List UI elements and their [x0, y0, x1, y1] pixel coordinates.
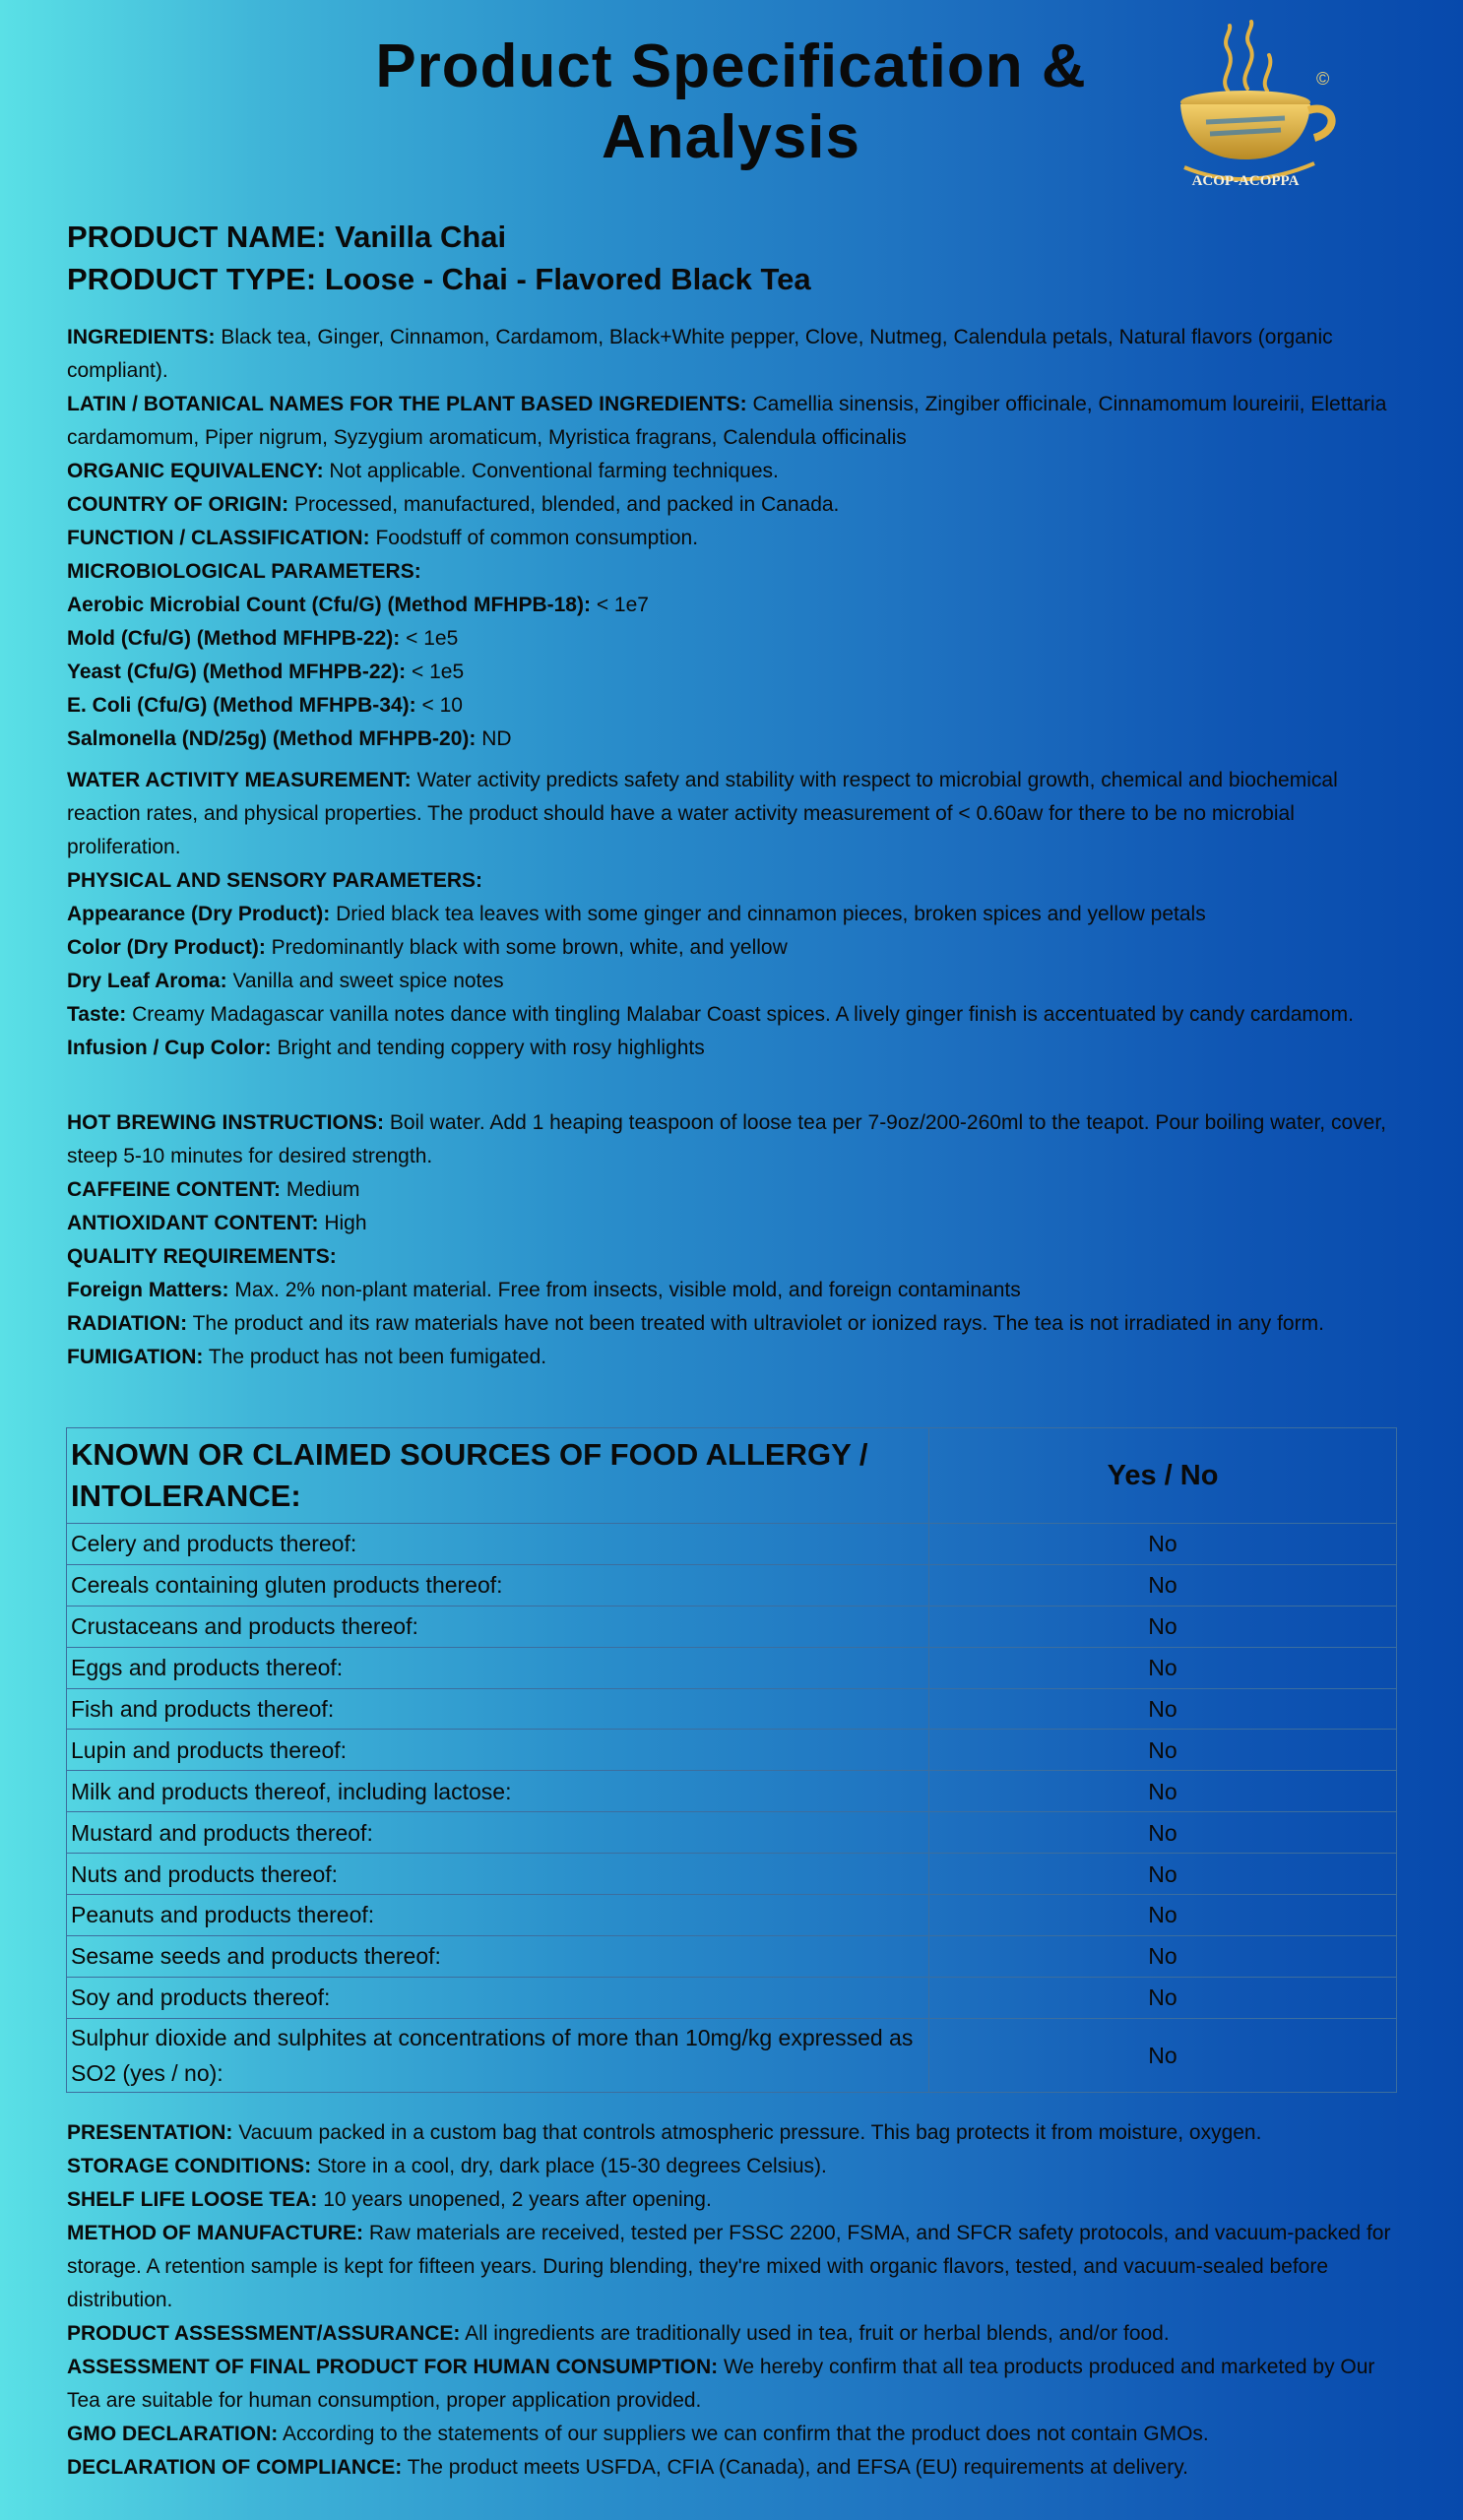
answer-cell: No — [929, 1564, 1397, 1606]
allergen-cell: Nuts and products thereof: — [67, 1854, 929, 1895]
allergy-header-sources: KNOWN OR CLAIMED SOURCES OF FOOD ALLERGY / INTOLERANCE: — [67, 1428, 929, 1524]
spec-radiation — [67, 1307, 1396, 1341]
allergy-table-header — [67, 1428, 1397, 1524]
spec-value: < 1e5 — [406, 627, 459, 650]
table-row — [67, 1935, 1397, 1977]
table-row — [67, 1524, 1397, 1565]
answer-cell: No — [929, 1935, 1397, 1977]
product-name-value: Vanilla Chai — [335, 220, 507, 254]
spec-label: Color (Dry Product): — [67, 936, 266, 959]
allergy-header-yes-no: Yes / No — [929, 1428, 1397, 1524]
spec-value: Bright and tending coppery with rosy highlights — [277, 1037, 705, 1059]
spec-label: FUMIGATION: — [67, 1346, 204, 1368]
answer-cell: No — [929, 1854, 1397, 1895]
spec-label: HOT BREWING INSTRUCTIONS: — [67, 1111, 384, 1134]
spec-value: Camellia sinensis, Zingiber officinale, Cinnamomum loureirii, Elettaria cardamomum, Piper nigrum, Syzygium aromaticum, Myristica fragrans, Calendula officinalis — [67, 393, 1387, 449]
spec-storage — [67, 2150, 1396, 2183]
spec-mold — [67, 622, 1396, 656]
table-row — [67, 2018, 1397, 2092]
table-row — [67, 1647, 1397, 1688]
spec-value: The product meets USFDA, CFIA (Canada), and EFSA (EU) requirements at delivery. — [407, 2456, 1188, 2479]
spec-water-activity — [67, 764, 1396, 864]
spec-label: QUALITY REQUIREMENTS: — [67, 1245, 337, 1268]
spec-value: Creamy Madagascar vanilla notes dance with tingling Malabar Coast spices. A lively ginger finish is accentuated by candy cardamom. — [132, 1003, 1354, 1026]
product-name-line — [67, 217, 506, 258]
table-row — [67, 1854, 1397, 1895]
spec-value: High — [324, 1212, 367, 1234]
table-row — [67, 1895, 1397, 1936]
product-type-line — [67, 259, 811, 300]
spec-label: ANTIOXIDANT CONTENT: — [67, 1212, 319, 1234]
answer-cell: No — [929, 1977, 1397, 2018]
spec-label: PRODUCT ASSESSMENT/ASSURANCE: — [67, 2322, 461, 2345]
spec-label: Yeast (Cfu/G) (Method MFHPB-22): — [67, 661, 407, 683]
spec-label: DECLARATION OF COMPLIANCE: — [67, 2456, 403, 2479]
allergen-cell: Eggs and products thereof: — [67, 1647, 929, 1688]
spec-label: Appearance (Dry Product): — [67, 903, 331, 925]
spec-quality-heading — [67, 1240, 1396, 1274]
title-line-1: Product Specification & — [375, 32, 1087, 100]
spec-value: The product has not been fumigated. — [208, 1346, 547, 1368]
spec-value: Processed, manufactured, blended, and packed in Canada. — [294, 493, 840, 516]
spec-e-coli — [67, 689, 1396, 723]
spec-value: Max. 2% non-plant material. Free from insects, visible mold, and foreign contaminants — [234, 1279, 1021, 1301]
spec-dry-leaf-aroma — [67, 965, 1396, 998]
allergen-cell: Soy and products thereof: — [67, 1977, 929, 2018]
spec-label: Salmonella (ND/25g) (Method MFHPB-20): — [67, 727, 477, 750]
spec-value: < 10 — [421, 694, 463, 717]
page-title — [295, 32, 1167, 173]
spec-label: Taste: — [67, 1003, 127, 1026]
spec-value: Boil water. Add 1 heaping teaspoon of loose tea per 7-9oz/200-260ml to the teapot. Pour boiling water, cover, steep 5-10 minutes for desired strength. — [67, 1111, 1387, 1167]
spec-label: ASSESSMENT OF FINAL PRODUCT FOR HUMAN CONSUMPTION: — [67, 2356, 719, 2378]
spec-value: We hereby confirm that all tea products produced and marketed by Our Tea are suitable for human consumption, proper application provided. — [67, 2356, 1375, 2412]
spec-value: Vacuum packed in a custom bag that controls atmospheric pressure. This bag protects it from moisture, oxygen. — [238, 2121, 1262, 2144]
spec-value: Predominantly black with some brown, white, and yellow — [271, 936, 788, 959]
spec-label: E. Coli (Cfu/G) (Method MFHPB-34): — [67, 694, 416, 717]
brand-logo-teacup-icon — [1167, 20, 1344, 197]
allergy-table — [66, 1427, 1397, 2093]
spec-value: According to the statements of our suppliers we can confirm that the product does not contain GMOs. — [282, 2423, 1209, 2445]
allergen-cell: Sesame seeds and products thereof: — [67, 1935, 929, 1977]
product-type-value: Loose - Chai - Flavored Black Tea — [324, 262, 811, 296]
spec-label: GMO DECLARATION: — [67, 2423, 279, 2445]
spec-value: ND — [481, 727, 512, 750]
spec-function-classification — [67, 522, 1396, 555]
spec-physical-sensory-heading — [67, 864, 1396, 898]
spec-yeast — [67, 656, 1396, 689]
answer-cell: No — [929, 1647, 1397, 1688]
answer-cell: No — [929, 1524, 1397, 1565]
spec-country-of-origin — [67, 488, 1396, 522]
spec-label: Infusion / Cup Color: — [67, 1037, 272, 1059]
spec-value: Dried black tea leaves with some ginger and cinnamon pieces, broken spices and yellow petals — [336, 903, 1206, 925]
spec-value: Foodstuff of common consumption. — [375, 527, 699, 549]
spec-gmo-declaration — [67, 2418, 1396, 2451]
spec-human-consumption — [67, 2351, 1396, 2418]
answer-cell: No — [929, 1771, 1397, 1812]
answer-cell: No — [929, 1688, 1397, 1730]
spec-label: Aerobic Microbial Count (Cfu/G) (Method MFHPB-18): — [67, 594, 591, 616]
spec-foreign-matters — [67, 1274, 1396, 1307]
spec-declaration-of-compliance — [67, 2451, 1396, 2485]
allergen-cell: Milk and products thereof, including lactose: — [67, 1771, 929, 1812]
spec-method-of-manufacture — [67, 2217, 1396, 2317]
spec-label: METHOD OF MANUFACTURE: — [67, 2222, 363, 2244]
copyright-symbol: © — [1316, 69, 1330, 89]
title-line-2: Analysis — [601, 103, 861, 171]
spec-label: Mold (Cfu/G) (Method MFHPB-22): — [67, 627, 401, 650]
spec-value: Water activity predicts safety and stability with respect to microbial growth, chemical and biochemical reaction rates, and physical properties. The product should have a water activity measurement of < 0.60aw for there to be no microbial proliferation. — [67, 769, 1338, 858]
answer-cell: No — [929, 1730, 1397, 1771]
spec-label: ORGANIC EQUIVALENCY: — [67, 460, 324, 482]
specs-section-1 — [67, 321, 1396, 756]
allergen-cell: Fish and products thereof: — [67, 1688, 929, 1730]
spec-caffeine — [67, 1173, 1396, 1207]
specs-section-4 — [67, 2116, 1396, 2485]
table-row — [67, 1730, 1397, 1771]
allergen-cell: Mustard and products thereof: — [67, 1812, 929, 1854]
spec-color — [67, 931, 1396, 965]
allergen-cell: Cereals containing gluten products thereof: — [67, 1564, 929, 1606]
spec-botanical-names — [67, 388, 1396, 455]
spec-label: SHELF LIFE LOOSE TEA: — [67, 2188, 318, 2211]
spec-taste — [67, 998, 1396, 1032]
spec-value: The product and its raw materials have not been treated with ultraviolet or ionized rays. The tea is not irradiated in any form. — [192, 1312, 1324, 1335]
answer-cell: No — [929, 2018, 1397, 2092]
spec-antioxidant — [67, 1207, 1396, 1240]
spec-label: PHYSICAL AND SENSORY PARAMETERS: — [67, 869, 482, 892]
spec-value: All ingredients are traditionally used in tea, fruit or herbal blends, and/or food. — [465, 2322, 1170, 2345]
spec-value: < 1e5 — [412, 661, 465, 683]
spec-label: LATIN / BOTANICAL NAMES FOR THE PLANT BASED INGREDIENTS: — [67, 393, 747, 415]
allergen-cell: Lupin and products thereof: — [67, 1730, 929, 1771]
spec-appearance — [67, 898, 1396, 931]
spec-label: Dry Leaf Aroma: — [67, 970, 227, 992]
spec-value: 10 years unopened, 2 years after opening. — [323, 2188, 712, 2211]
spec-value: < 1e7 — [596, 594, 649, 616]
spec-label: STORAGE CONDITIONS: — [67, 2155, 312, 2177]
spec-brewing-instructions — [67, 1106, 1396, 1173]
table-row — [67, 1977, 1397, 2018]
product-type-label: PRODUCT TYPE: — [67, 262, 317, 296]
spec-fumigation — [67, 1341, 1396, 1374]
specs-section-2 — [67, 764, 1396, 1065]
spec-microbiological-heading — [67, 555, 1396, 589]
spec-product-assessment — [67, 2317, 1396, 2351]
table-row — [67, 1771, 1397, 1812]
answer-cell: No — [929, 1812, 1397, 1854]
logo-wordmark: ACOP-ACOPPA — [1191, 173, 1300, 189]
specs-section-3 — [67, 1106, 1396, 1374]
spec-value: Vanilla and sweet spice notes — [232, 970, 504, 992]
spec-value: Black tea, Ginger, Cinnamon, Cardamom, Black+White pepper, Clove, Nutmeg, Calendula petals, Natural flavors (organic compliant). — [67, 326, 1333, 382]
spec-value: Not applicable. Conventional farming techniques. — [329, 460, 779, 482]
spec-label: INGREDIENTS: — [67, 326, 216, 348]
spec-infusion-color — [67, 1032, 1396, 1065]
table-row — [67, 1688, 1397, 1730]
allergen-cell: Celery and products thereof: — [67, 1524, 929, 1565]
allergen-cell: Sulphur dioxide and sulphites at concentrations of more than 10mg/kg expressed as SO2 (yes / no): — [67, 2018, 929, 2092]
table-row — [67, 1564, 1397, 1606]
spec-value: Medium — [286, 1178, 360, 1201]
spec-label: CAFFEINE CONTENT: — [67, 1178, 281, 1201]
table-row — [67, 1606, 1397, 1647]
allergen-cell: Peanuts and products thereof: — [67, 1895, 929, 1936]
spec-salmonella — [67, 723, 1396, 756]
answer-cell: No — [929, 1895, 1397, 1936]
spec-label: Foreign Matters: — [67, 1279, 229, 1301]
spec-ingredients — [67, 321, 1396, 388]
spec-value: Raw materials are received, tested per FSSC 2200, FSMA, and SFCR safety protocols, and vacuum-packed for storage. A retention sample is kept for fifteen years. During blending, they're mixed with organic flavors, tested, and vacuum-sealed before distribution. — [67, 2222, 1391, 2311]
spec-aerobic-count — [67, 589, 1396, 622]
spec-label: RADIATION: — [67, 1312, 188, 1335]
answer-cell: No — [929, 1606, 1397, 1647]
spec-presentation — [67, 2116, 1396, 2150]
allergen-cell: Crustaceans and products thereof: — [67, 1606, 929, 1647]
table-row — [67, 1812, 1397, 1854]
spec-organic-equivalency — [67, 455, 1396, 488]
spec-label: FUNCTION / CLASSIFICATION: — [67, 527, 370, 549]
spec-label: PRESENTATION: — [67, 2121, 233, 2144]
spec-label: WATER ACTIVITY MEASUREMENT: — [67, 769, 412, 791]
spec-label: MICROBIOLOGICAL PARAMETERS: — [67, 560, 421, 583]
product-name-label: PRODUCT NAME: — [67, 220, 327, 254]
spec-label: COUNTRY OF ORIGIN: — [67, 493, 289, 516]
spec-shelf-life — [67, 2183, 1396, 2217]
spec-value: Store in a cool, dry, dark place (15-30 degrees Celsius). — [316, 2155, 827, 2177]
